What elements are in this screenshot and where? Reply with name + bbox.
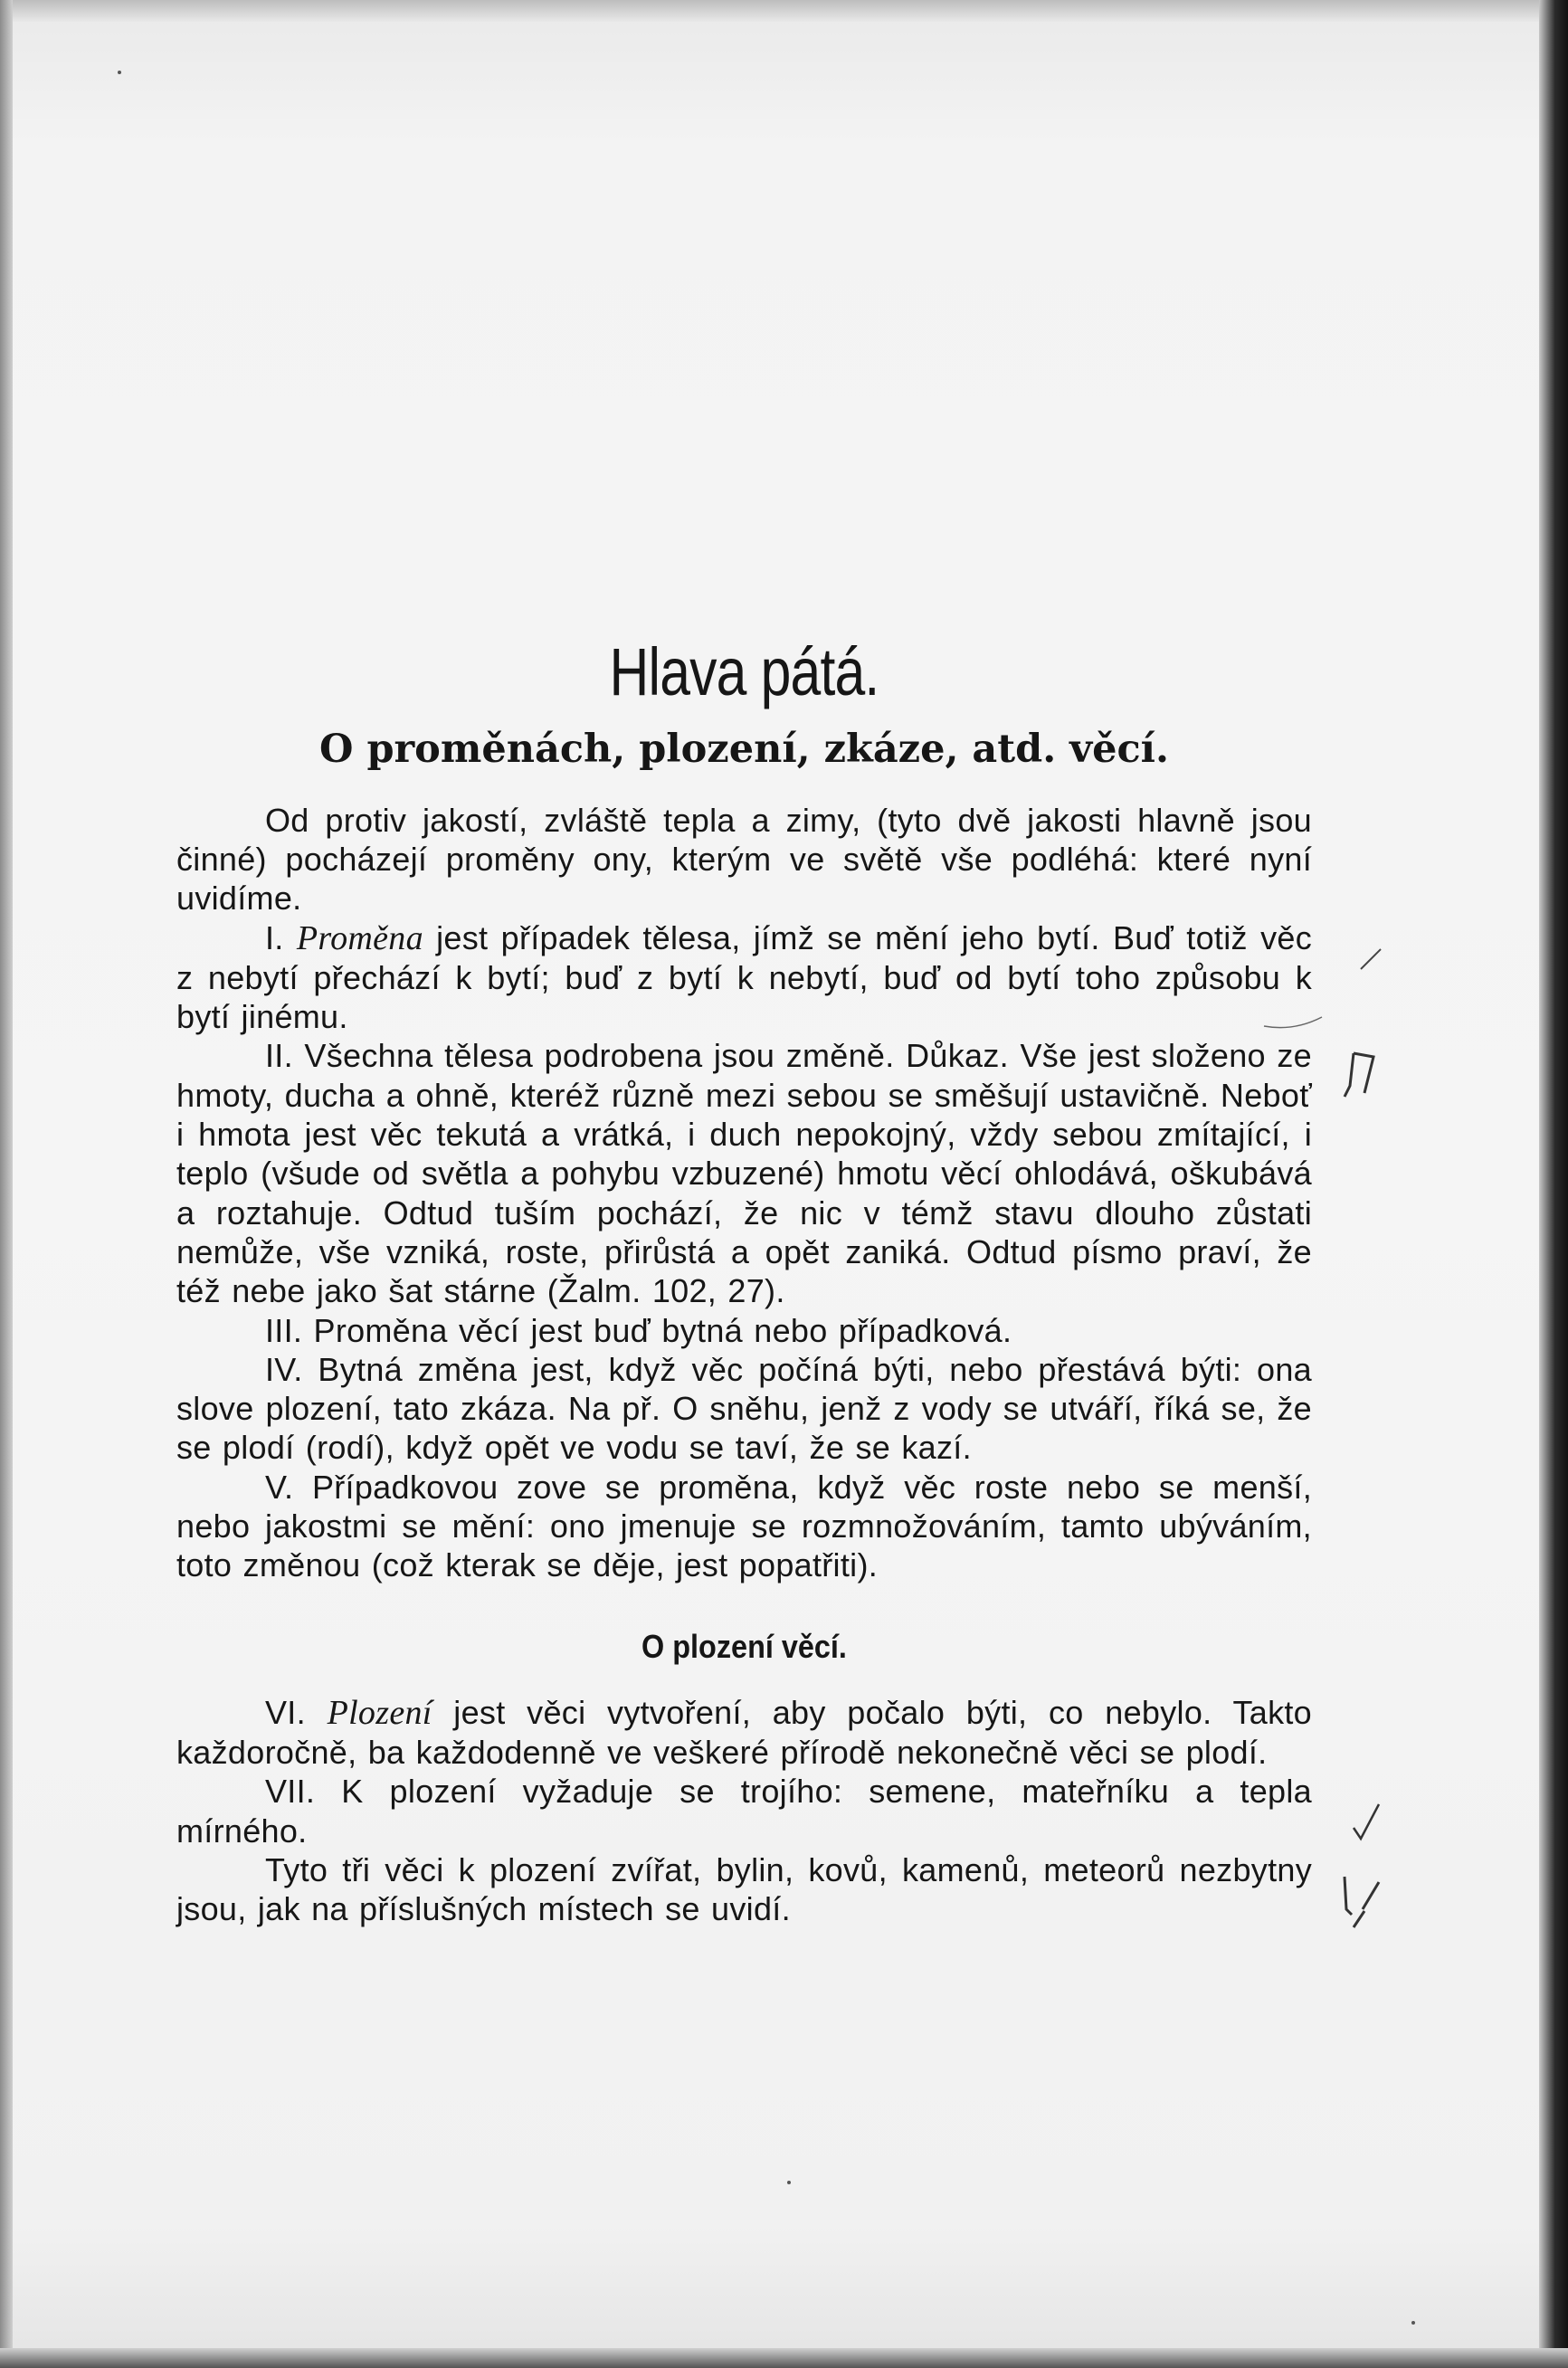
paragraph-7: VII. K plození vyžaduje se trojího: semene, mateřníku a tepla mírného. xyxy=(176,1773,1312,1850)
paragraph-6-term: Plození xyxy=(327,1693,432,1732)
paragraph-6-text: jest věci vytvoření, aby počalo býti, co nebylo. Takto každoročně, ba každodenně ve veškeré přírodě nekonečně věci se plodí. xyxy=(176,1693,1312,1772)
page-body xyxy=(176,633,1312,1929)
paragraph-intro: Od protiv jakostí, zvláště tepla a zimy, (tyto dvě jakosti hlavně jsou činné) pocházejí proměny ony, kterým ve světě vše podléhá: které nyní uvidíme. xyxy=(176,801,1312,918)
scan-speck xyxy=(787,2181,791,2184)
paragraph-8: Tyto tři věci k plození zvířat, bylin, kovů, kamenů, meteorů nezbytny jsou, jak na příslušných místech se uvidí. xyxy=(176,1851,1312,1928)
chapter-subtitle: O proměnách, plození, zkáze, atd. věcí. xyxy=(319,727,1169,773)
paragraph-6-number: VI. xyxy=(265,1693,328,1731)
margin-bracket-mark xyxy=(1337,1873,1383,1936)
margin-check-mark-1 xyxy=(1357,946,1384,973)
paragraph-1-term: Proměna xyxy=(296,918,423,957)
scan-speck xyxy=(1411,2321,1415,2325)
paragraph-2: II. Všechna tělesa podrobena jsou změně. Důkaz. Vše jest složeno ze hmoty, ducha a ohně, kteréž různě mezi sebou se směšují ustavičně. Neboť i hmota jest věc tekutá a vrátká, i duch nepokojný, vždy sebou zmítající, i teplo (všude od světla a pohybu vzbuzené) hmotu věcí ohlodává, oškubává a roztahuje. Odtud tuším pochází, že nic v témž stavu dlouho zůstati nemůže, vše vzniká, roste, přirůstá a opět zaniká. Odtud písmo praví, že též nebe jako šat stárne (Žalm. 102, 27). xyxy=(176,1037,1312,1310)
paragraph-1 xyxy=(176,918,1312,1037)
paragraph-4: IV. Bytná změna jest, když věc počíná býti, nebo přestává býti: ona slove plození, tato zkáza. Na př. O sněhu, jenž z vody se utváří, říká se, že se plodí (rodí), když opět ve vodu se taví, že se kazí. xyxy=(176,1350,1312,1467)
chapter-title: Hlava pátá. xyxy=(609,634,879,709)
scan-edge-right xyxy=(1539,0,1568,2368)
scan-edge-top xyxy=(0,0,1568,22)
margin-pointer-mark xyxy=(1337,1050,1383,1104)
paragraph-6 xyxy=(176,1693,1312,1773)
section-heading: O plození věcí. xyxy=(641,1627,847,1665)
margin-underline-mark xyxy=(1262,1013,1326,1032)
paragraph-5: V. Případkovou zove se proměna, když věc roste nebo se menší, nebo jakostmi se mění: ono jmenuje se rozmnožováním, tamto ubýváním, toto změnou (což kterak se děje, jest popatřiti). xyxy=(176,1468,1312,1584)
margin-check-mark-2 xyxy=(1350,1801,1383,1846)
paragraph-3: III. Proměna věcí jest buď bytná nebo případková. xyxy=(265,1311,1012,1349)
scan-speck xyxy=(118,71,121,74)
paragraph-1-text: jest případek tělesa, jímž se mění jeho bytí. Buď totiž věc z nebytí přechází k bytí; buď z bytí k nebytí, buď od bytí toho způsobu k bytí jinému. xyxy=(176,918,1312,1036)
scan-edge-bottom xyxy=(0,2348,1568,2368)
paragraph-1-number: I. xyxy=(265,918,297,956)
scan-edge-left xyxy=(0,0,13,2368)
